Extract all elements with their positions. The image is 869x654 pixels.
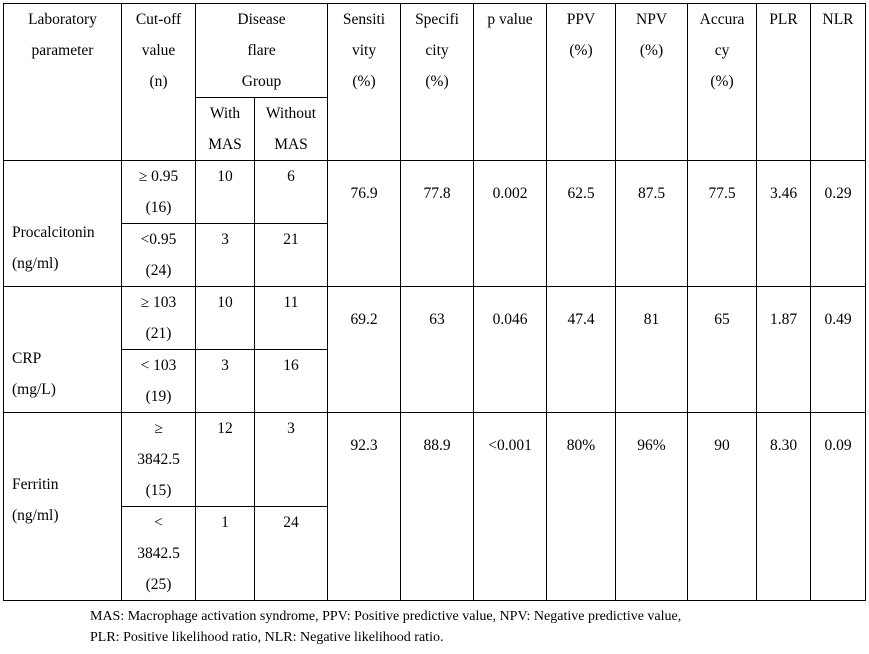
nlr-value: 0.09	[811, 413, 866, 601]
count-with-mas: 1	[196, 507, 255, 601]
table-row	[4, 413, 866, 507]
header-p-value: p value	[474, 4, 547, 161]
cutoff-high: ≥ 0.95 (16)	[122, 161, 196, 224]
count-with-mas: 10	[196, 287, 255, 350]
cutoff-high: ≥ 3842.5 (15)	[122, 413, 196, 507]
count-with-mas: 3	[196, 224, 255, 287]
plr-value: 8.30	[757, 413, 811, 601]
cutoff-low: < 3842.5 (25)	[122, 507, 196, 601]
sensitivity-value: 76.9	[328, 161, 401, 287]
count-without-mas: 21	[255, 224, 328, 287]
results-table	[3, 3, 866, 601]
table-footnote	[90, 606, 681, 648]
count-without-mas: 16	[255, 350, 328, 413]
p-value: 0.046	[474, 287, 547, 413]
footnote-line: MAS: Macrophage activation syndrome, PPV: Positive predictive value, NPV: Negative predictive value,	[90, 609, 682, 624]
header-cutoff: Cut-off value (n)	[122, 4, 196, 161]
sensitivity-value: 69.2	[328, 287, 401, 413]
plr-value: 1.87	[757, 287, 811, 413]
header-lab-parameter: Laboratory parameter	[4, 4, 122, 161]
header-specificity: Specifi city (%)	[401, 4, 474, 161]
header-disease-flare-group: Disease flare Group	[196, 4, 328, 98]
specificity-value: 63	[401, 287, 474, 413]
param-crp: CRP (mg/L)	[4, 287, 122, 413]
table-row	[4, 161, 866, 224]
header-without-mas: Without MAS	[255, 98, 328, 161]
sensitivity-value: 92.3	[328, 413, 401, 601]
npv-value: 96%	[616, 413, 688, 601]
cutoff-high: ≥ 103 (21)	[122, 287, 196, 350]
footnote-line: PLR: Positive likelihood ratio, NLR: Negative likelihood ratio.	[90, 630, 444, 645]
cutoff-low: < 103 (19)	[122, 350, 196, 413]
p-value: 0.002	[474, 161, 547, 287]
accuracy-value: 90	[688, 413, 757, 601]
param-procalcitonin: Procalcitonin (ng/ml)	[4, 161, 122, 287]
param-ferritin: Ferritin (ng/ml)	[4, 413, 122, 601]
header-plr: PLR	[757, 4, 811, 161]
count-with-mas: 12	[196, 413, 255, 507]
p-value: <0.001	[474, 413, 547, 601]
header-ppv: PPV (%)	[547, 4, 616, 161]
count-with-mas: 3	[196, 350, 255, 413]
nlr-value: 0.49	[811, 287, 866, 413]
count-without-mas: 6	[255, 161, 328, 224]
header-row	[4, 4, 866, 98]
npv-value: 81	[616, 287, 688, 413]
npv-value: 87.5	[616, 161, 688, 287]
ppv-value: 47.4	[547, 287, 616, 413]
plr-value: 3.46	[757, 161, 811, 287]
ppv-value: 62.5	[547, 161, 616, 287]
header-sensitivity: Sensiti vity (%)	[328, 4, 401, 161]
header-npv: NPV (%)	[616, 4, 688, 161]
header-accuracy: Accura cy (%)	[688, 4, 757, 161]
count-with-mas: 10	[196, 161, 255, 224]
accuracy-value: 65	[688, 287, 757, 413]
table-row	[4, 287, 866, 350]
count-without-mas: 3	[255, 413, 328, 507]
header-nlr: NLR	[811, 4, 866, 161]
header-with-mas: With MAS	[196, 98, 255, 161]
specificity-value: 77.8	[401, 161, 474, 287]
ppv-value: 80%	[547, 413, 616, 601]
accuracy-value: 77.5	[688, 161, 757, 287]
specificity-value: 88.9	[401, 413, 474, 601]
count-without-mas: 24	[255, 507, 328, 601]
cutoff-low: <0.95 (24)	[122, 224, 196, 287]
count-without-mas: 11	[255, 287, 328, 350]
nlr-value: 0.29	[811, 161, 866, 287]
